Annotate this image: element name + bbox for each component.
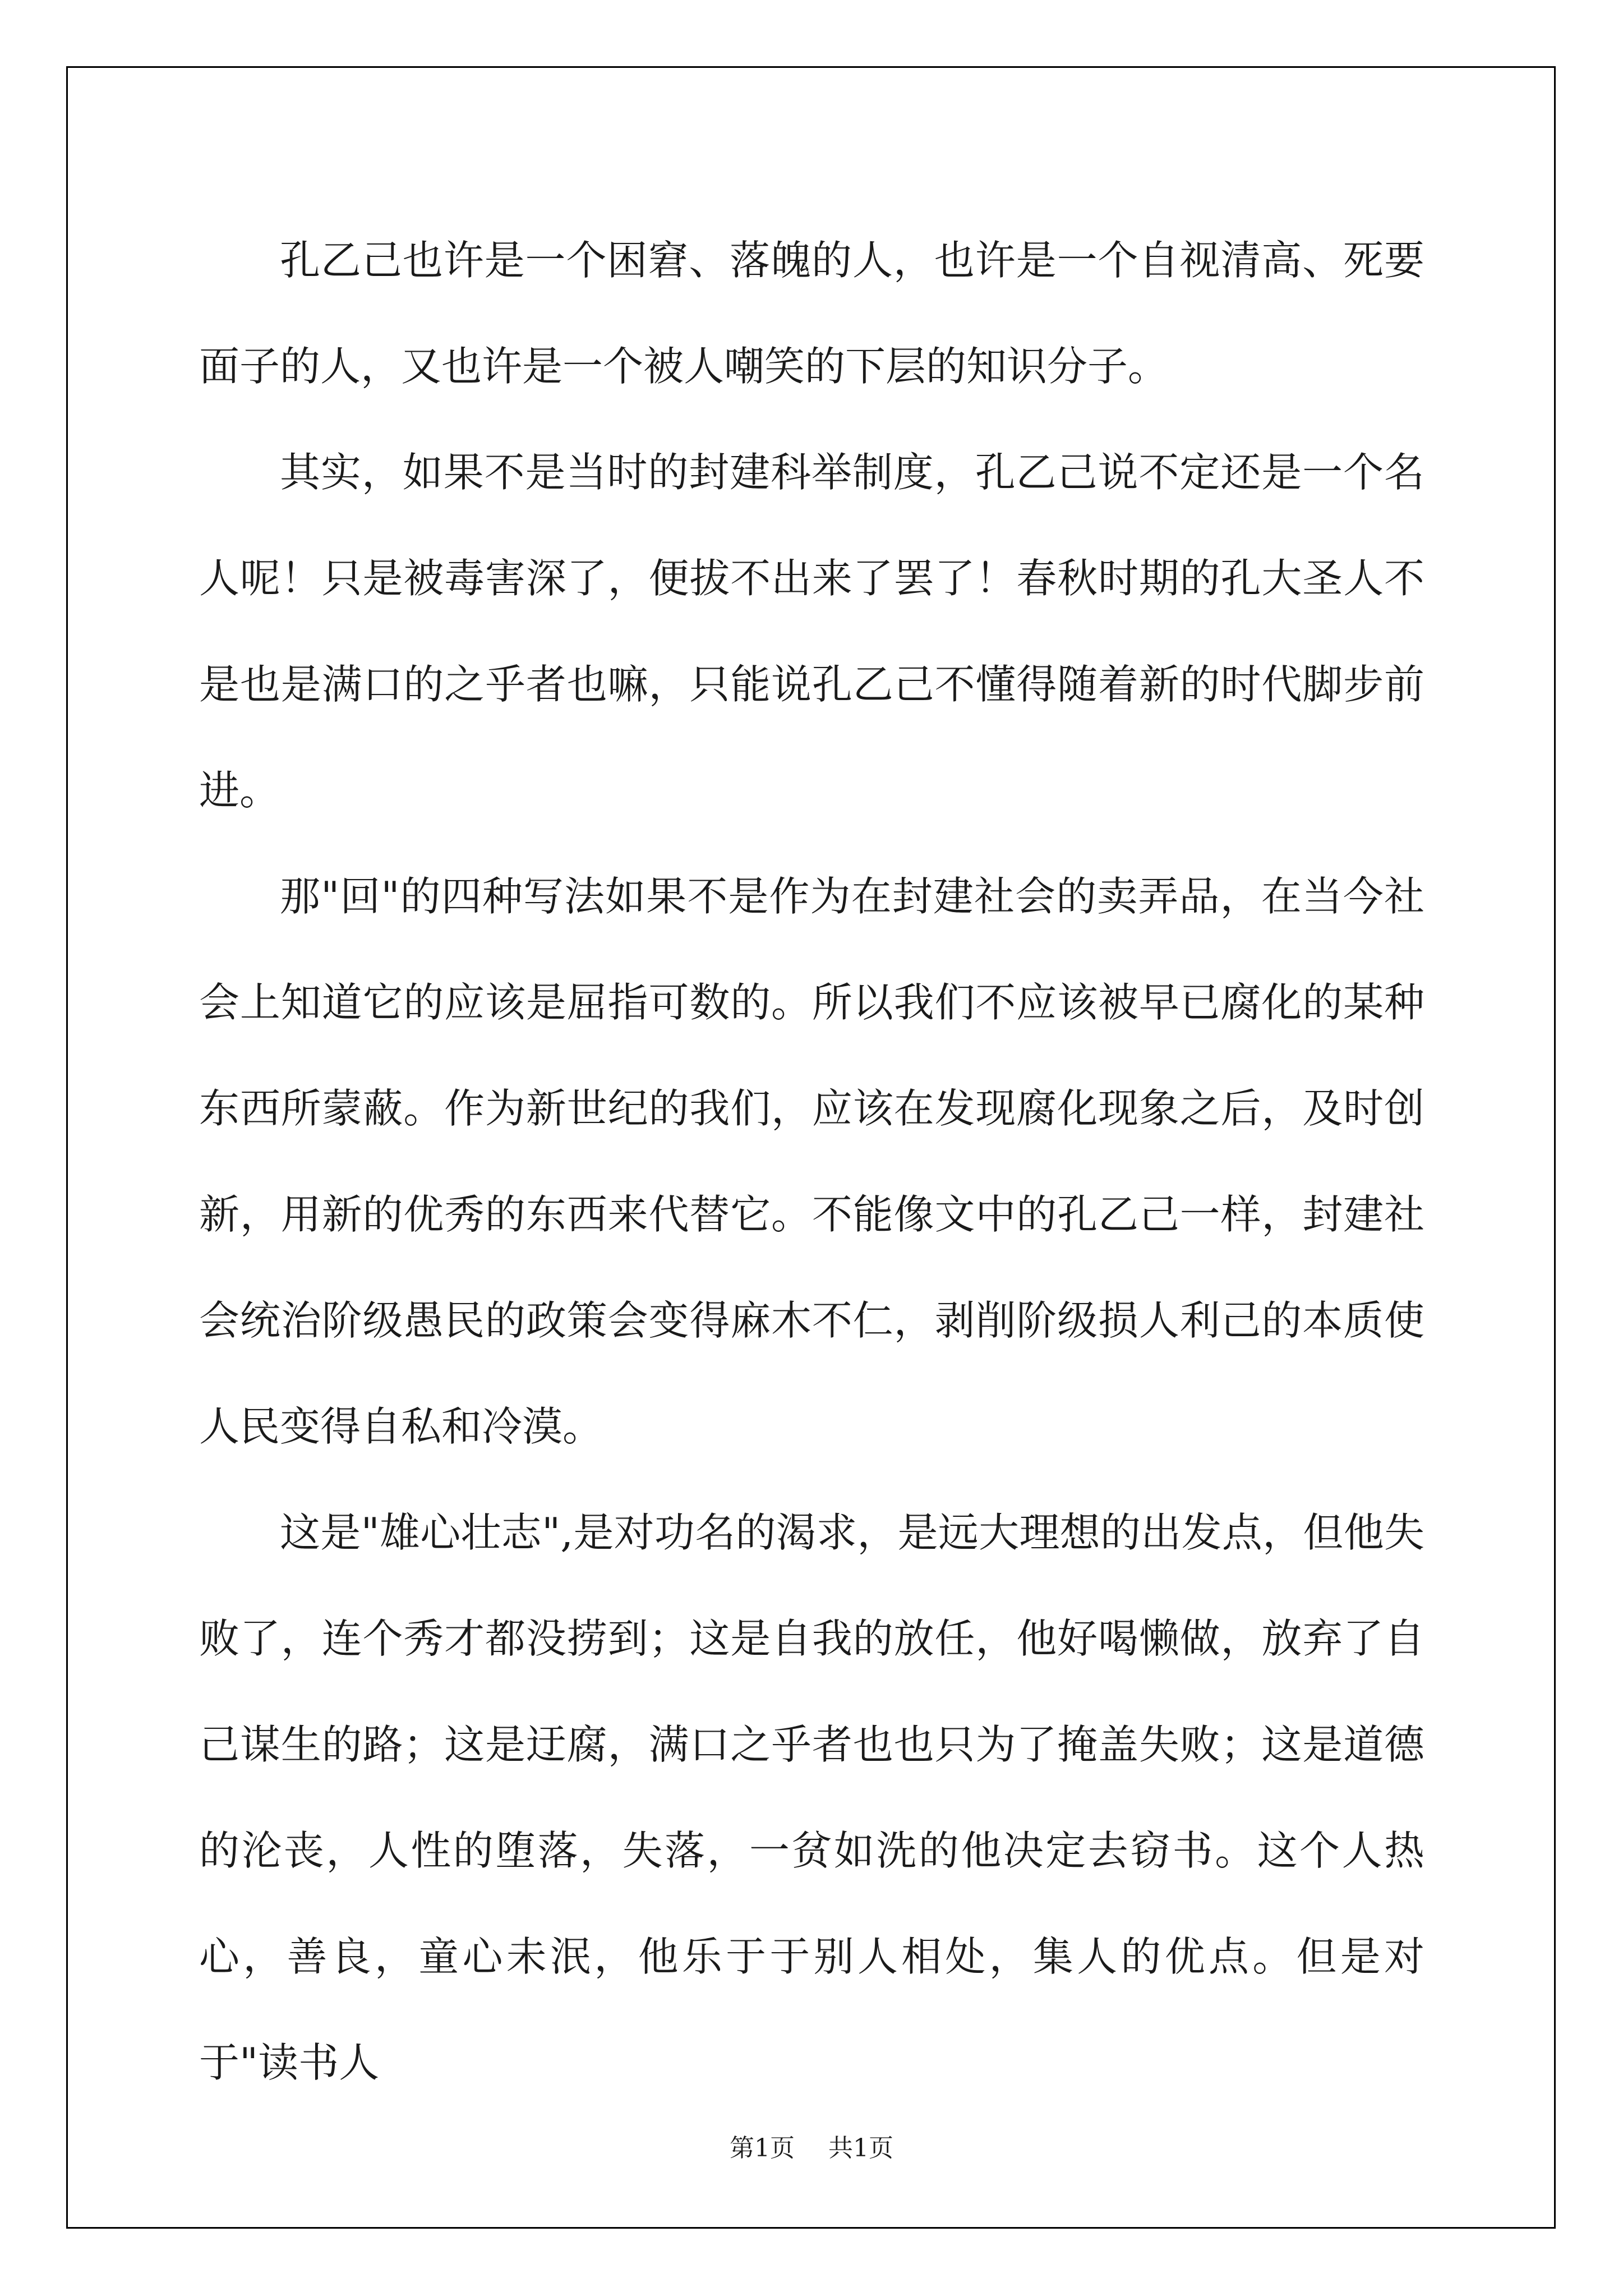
paragraph: 其实，如果不是当时的封建科举制度，孔乙己说不定还是一个名人呢！只是被毒害深了，便拔不出来了罢了！春秋时期的孔大圣人不是也是满口的之乎者也嘛，只能说孔乙己不懂得随着新的时代脚步前进。 (199, 449, 1424, 814)
page-footer (0, 2132, 1623, 2165)
page-number: 第1页 (730, 2134, 795, 2162)
page-total: 共1页 (828, 2134, 893, 2162)
paragraph: 孔乙己也许是一个困窘、落魄的人，也许是一个自视清高、死要面子的人，又也许是一个被人嘲笑的下层的知识分子。 (199, 237, 1424, 390)
paragraph: 这是"雄心壮志",是对功名的渴求，是远大理想的出发点，但他失败了，连个秀才都没捞到；这是自我的放任，他好喝懒做，放弃了自己谋生的路；这是迂腐，满口之乎者也也只为了掩盖失败；这是道德的沦丧，人性的堕落，失落，一贫如洗的他决定去窃书。这个人热心，善良，童心未泯，他乐于于别人相处，集人的优点。但是对于"读书人 (199, 1509, 1424, 2086)
document-body (199, 208, 1424, 2116)
paragraph: 那"回"的四种写法如果不是作为在封建社会的卖弄品，在当今社会上知道它的应该是屈指可数的。所以我们不应该被早已腐化的某种东西所蒙蔽。作为新世纪的我们，应该在发现腐化现象之后，及时创新，用新的优秀的东西来代替它。不能像文中的孔乙己一样，封建社会统治阶级愚民的政策会变得麻木不仁，剥削阶级损人利己的本质使人民变得自私和冷漠。 (199, 873, 1424, 1450)
